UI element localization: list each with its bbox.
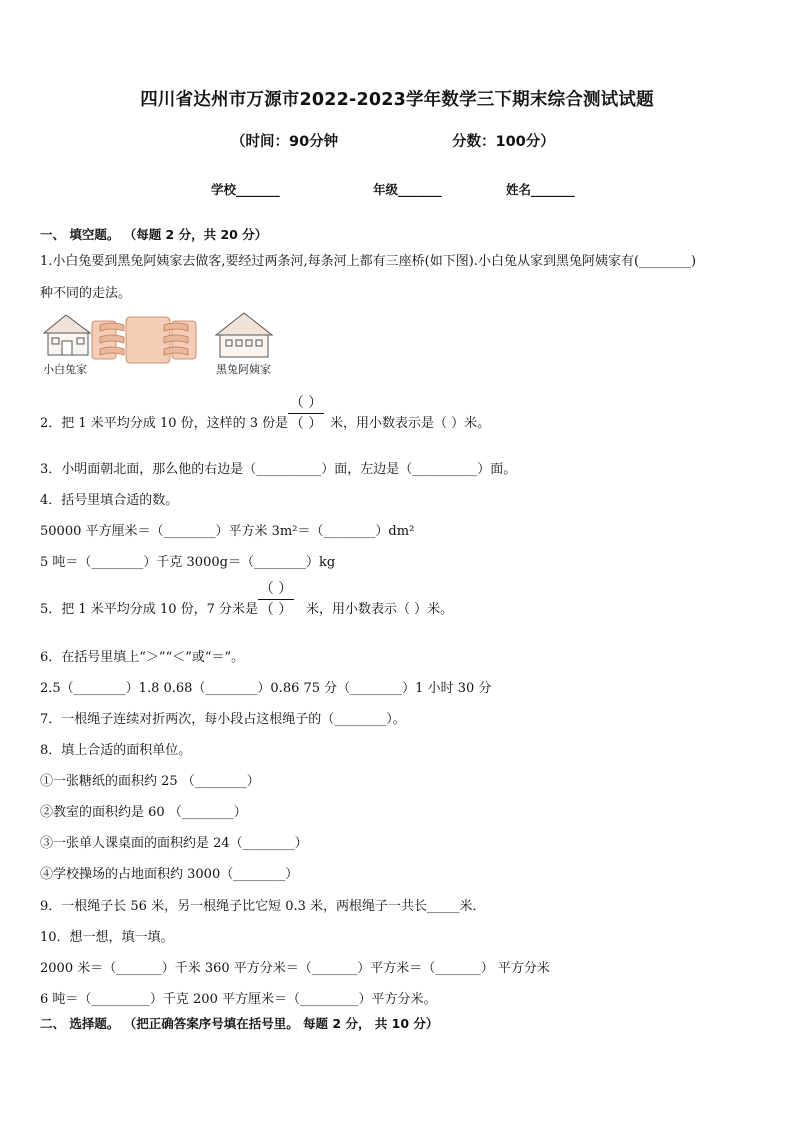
question-2-text-a: 2．把 1 米平均分成 10 份，这样的 3 份是	[40, 416, 289, 431]
question-2-fraction	[288, 396, 324, 431]
question-4: 4．括号里填合适的数。	[40, 493, 179, 508]
section-1-heading: 一、 填空题。 （每题 2 分，共 20 分）	[40, 227, 268, 242]
fraction-numerator: （ ）	[259, 581, 293, 597]
question-4-line-1: 50000 平方厘米＝（________）平方米 3m²＝（________）dm²	[40, 524, 415, 539]
fraction-denominator: （ ）	[289, 416, 323, 432]
question-10: 10．想一想，填一填。	[40, 930, 174, 945]
grade-field: 年级_______	[373, 182, 442, 197]
fraction-denominator: （ ）	[259, 602, 293, 618]
question-6: 6．在括号里填上“＞”“＜”或“＝”。	[40, 650, 245, 665]
question-7: 7．一根绳子连续对折两次，每小段占这根绳子的（________）。	[40, 712, 406, 727]
question-1-line-2: 种不同的走法。	[40, 286, 132, 301]
question-5-text-a: 5．把 1 米平均分成 10 份，7 分米是	[40, 602, 259, 617]
school-field: 学校_______	[211, 182, 280, 197]
name-field: 姓名_______	[506, 182, 575, 197]
score-label: 分数：100分）	[452, 134, 555, 150]
bridges-illustration	[40, 311, 280, 379]
question-9: 9．一根绳子长 56 米，另一根绳子比它短 0.3 米，两根绳子一共长_____米．	[40, 899, 486, 914]
question-5-fraction	[258, 582, 294, 617]
question-3: 3．小明面朝北面，那么他的右边是（__________）面，左边是（__________）面。	[40, 462, 517, 477]
fraction-numerator: （ ）	[289, 395, 323, 411]
question-8-item-3: ③一张单人课桌面的面积约是 24（________）	[40, 836, 308, 851]
question-8-item-1: ①一张糖纸的面积约 25 （________）	[40, 774, 260, 789]
illus-right-label: 黑兔阿姨家	[216, 363, 271, 376]
time-label: （时间：90分钟	[231, 134, 339, 150]
question-1-line-1: 1.小白兔要到黑兔阿姨家去做客,要经过两条河,每条河上都有三座桥(如下图).小白兔从家到黑兔阿姨家有(________)	[40, 254, 697, 269]
illus-left-label: 小白兔家	[43, 363, 87, 376]
question-10-line-2: 6 吨＝（_________）千克 200 平方厘米＝（_________）平方分米。	[40, 992, 437, 1007]
section-2-heading: 二、 选择题。 （把正确答案序号填在括号里。 每题 2 分， 共 10 分）	[40, 1016, 439, 1031]
question-5-text-b: 米，用小数表示（ ）米。	[306, 602, 454, 617]
question-8-item-4: ④学校操场的占地面积约 3000（________）	[40, 867, 299, 882]
question-6-line: 2.5（________）1.8 0.68（________）0.86 75 分（________）1 小时 30 分	[40, 681, 492, 696]
question-2-text-b: 米，用小数表示是（ ）米。	[330, 416, 491, 431]
question-4-line-2: 5 吨＝（________）千克 3000g＝（________）kg	[40, 555, 336, 570]
question-8: 8．填上合适的面积单位。	[40, 743, 192, 758]
page-title: 四川省达州市万源市2022-2023学年数学三下期末综合测试试题	[140, 90, 654, 110]
question-8-item-2: ②教室的面积约是 60 （________）	[40, 805, 247, 820]
question-10-line-1: 2000 米＝（_______）千米 360 平方分米＝（_______）平方米＝（_______） 平方分米	[40, 961, 550, 976]
